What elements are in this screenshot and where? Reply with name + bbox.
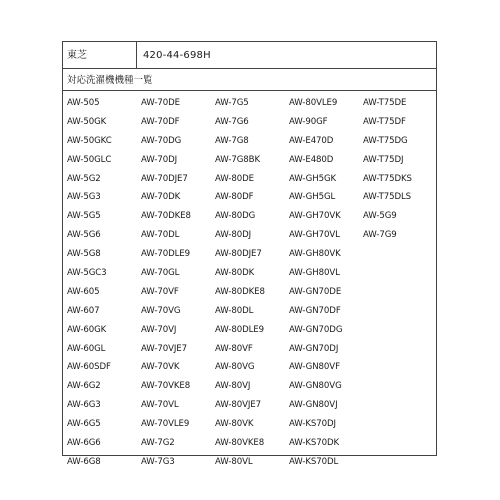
- model-entry: AW-80VLE9: [289, 98, 338, 108]
- model-entry: AW-70VLE9: [141, 419, 190, 430]
- model-column-2: [141, 98, 191, 476]
- header-row: [63, 42, 436, 69]
- model-entry: AW-70VKE8: [141, 381, 191, 392]
- model-entry: AW-GN70DJ: [289, 343, 339, 354]
- model-entry: AW-5G6: [67, 230, 101, 241]
- model-entry: AW-70DKE8: [141, 211, 191, 222]
- compatible-models-heading: 対応洗濯機機種一覧: [63, 69, 436, 91]
- model-entry: AW-80DF: [215, 192, 254, 203]
- model-entry: AW-5G8: [67, 249, 101, 260]
- model-entry: AW-505: [67, 98, 100, 108]
- model-entry: AW-5G3: [67, 192, 101, 203]
- model-entry: AW-70VG: [141, 305, 181, 316]
- model-entry: AW-6G8: [67, 456, 101, 467]
- model-entry: AW-GN80VJ: [289, 400, 338, 411]
- model-entry: AW-70VJ: [141, 324, 177, 335]
- model-entry: AW-7G6: [215, 116, 249, 127]
- model-entry: AW-E480D: [289, 154, 334, 165]
- model-entry: AW-70DL: [141, 230, 180, 241]
- model-entry: AW-7G8BK: [215, 154, 260, 165]
- model-entry: AW-GH70VL: [289, 230, 340, 241]
- model-entry: AW-70DE: [141, 98, 180, 108]
- model-entry: AW-T75DG: [363, 135, 408, 146]
- model-entry: AW-80VG: [215, 362, 255, 373]
- model-entry: AW-80VL: [215, 456, 253, 467]
- model-entry: AW-70GL: [141, 268, 180, 279]
- model-entry: AW-80DK: [215, 268, 255, 279]
- model-entry: AW-70DLE9: [141, 249, 190, 260]
- model-column-5: [363, 98, 412, 249]
- model-entry: AW-60GK: [67, 324, 107, 335]
- model-entry: AW-KS70DJ: [289, 419, 336, 430]
- model-entry: AW-90GF: [289, 116, 328, 127]
- model-entry: AW-GH5GL: [289, 192, 336, 203]
- model-column-4: [289, 98, 342, 476]
- model-entry: AW-50GLC: [67, 154, 112, 165]
- model-entry: AW-6G5: [67, 419, 101, 430]
- model-grid: [63, 91, 436, 467]
- model-entry: AW-GN80VF: [289, 362, 340, 373]
- model-entry: AW-80VF: [215, 343, 253, 354]
- model-entry: AW-70VL: [141, 400, 179, 411]
- model-entry: AW-80VK: [215, 419, 254, 430]
- model-entry: AW-T75DKS: [363, 173, 412, 184]
- model-entry: AW-E470D: [289, 135, 334, 146]
- model-entry: AW-80VJ: [215, 381, 251, 392]
- model-entry: AW-80DJ: [215, 230, 252, 241]
- model-entry: AW-GH80VK: [289, 249, 341, 260]
- model-entry: AW-70VK: [141, 362, 180, 373]
- model-entry: AW-80DG: [215, 211, 256, 222]
- model-entry: AW-60SDF: [67, 362, 111, 373]
- part-number: 420-44-698H: [143, 50, 211, 61]
- model-entry: AW-T75DJ: [363, 154, 404, 165]
- model-entry: AW-KS70DL: [289, 456, 339, 467]
- model-entry: AW-GH5GK: [289, 173, 337, 184]
- model-entry: AW-5G2: [67, 173, 101, 184]
- model-entry: AW-6G2: [67, 381, 101, 392]
- model-entry: AW-70DJ: [141, 154, 178, 165]
- model-entry: AW-605: [67, 286, 100, 297]
- model-entry: AW-7G5: [215, 98, 249, 108]
- model-entry: AW-T75DF: [363, 116, 406, 127]
- model-entry: AW-GN70DG: [289, 324, 343, 335]
- model-entry: AW-80DLE9: [215, 324, 264, 335]
- model-entry: AW-GH80VL: [289, 268, 340, 279]
- model-entry: AW-T75DLS: [363, 192, 412, 203]
- maker-name: 東芝: [63, 42, 137, 68]
- model-entry: AW-80DE: [215, 173, 254, 184]
- model-entry: AW-70DJE7: [141, 173, 188, 184]
- model-entry: AW-607: [67, 305, 100, 316]
- model-entry: AW-80VKE8: [215, 438, 265, 449]
- model-entry: AW-70DK: [141, 192, 181, 203]
- model-entry: AW-7G8: [215, 135, 249, 146]
- model-entry: AW-80DL: [215, 305, 254, 316]
- model-entry: AW-80DJE7: [215, 249, 262, 260]
- model-entry: AW-6G3: [67, 400, 101, 411]
- model-entry: AW-70VF: [141, 286, 179, 297]
- model-entry: AW-GH70VK: [289, 211, 341, 222]
- model-entry: AW-7G9: [363, 230, 397, 241]
- model-entry: AW-7G2: [141, 438, 175, 449]
- model-entry: AW-70VJE7: [141, 343, 188, 354]
- model-entry: AW-GN70DF: [289, 305, 341, 316]
- model-entry: AW-KS70DK: [289, 438, 340, 449]
- model-entry: AW-7G3: [141, 456, 175, 467]
- model-entry: AW-T75DE: [363, 98, 407, 108]
- model-entry: AW-6G6: [67, 438, 101, 449]
- model-entry: AW-80DKE8: [215, 286, 265, 297]
- model-entry: AW-5G9: [363, 211, 397, 222]
- compatibility-table: [62, 41, 437, 467]
- model-entry: AW-5GC3: [67, 268, 107, 279]
- model-entry: AW-GN70DE: [289, 286, 342, 297]
- model-entry: AW-70DG: [141, 135, 182, 146]
- model-entry: AW-5G5: [67, 211, 101, 222]
- model-entry: AW-80VJE7: [215, 400, 262, 411]
- model-entry: AW-GN80VG: [289, 381, 342, 392]
- model-entry: AW-70DF: [141, 116, 180, 127]
- model-column-1: [67, 98, 112, 476]
- model-entry: AW-50GKC: [67, 135, 112, 146]
- model-column-3: [215, 98, 265, 476]
- model-entry: AW-50GK: [67, 116, 107, 127]
- model-entry: AW-60GL: [67, 343, 106, 354]
